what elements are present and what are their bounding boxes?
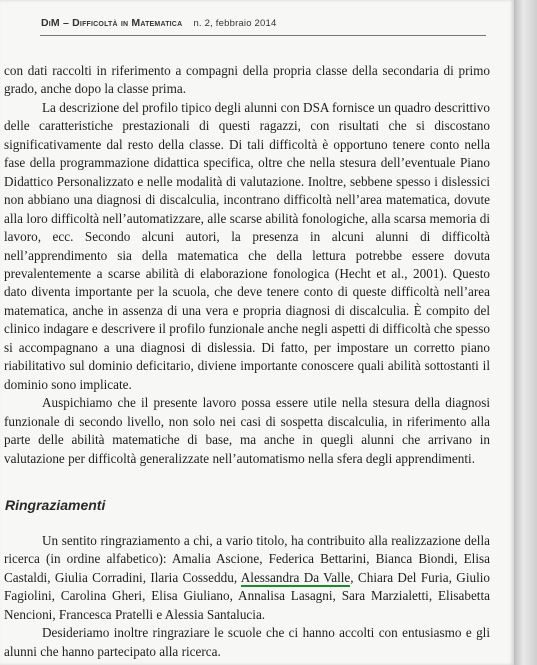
journal-title: DiM – Difficoltà in Matematica: [41, 17, 183, 29]
issue-label: n. 2, febbraio 2014: [193, 18, 277, 29]
acknowledgements-paragraph: [4, 532, 490, 624]
ack-text-start: Un sentito ringraziamento a chi, a vario titolo, ha contribuito alla realizzazione della ricerca (in ordine alfabetico): Amalia Ascione, Federica Bettarini, Bianca Biondi, Elisa Castaldi, Giulia Corradini, Ilaria Cosseddu,: [4, 533, 490, 585]
ack-text-end: , Chiara Del Furia, Giulio Fagiolini, Carolina Gheri, Elisa Giuliano, Annalisa Lasagni, Sara Marzialetti, Elisabetta Nencioni, Francesca Pratelli e Alessia Santalucia.: [4, 569, 491, 622]
body-text: [4, 62, 490, 468]
paragraph-conclusion: Auspichiamo che il presente lavoro possa essere utile nella stesura della diagnosi funzionale di secondo livello, non solo nei casi di sospetta discalculia, in riferimento alla parte delle abilità matematiche di base, ma anche in quegli alunni che arrivano in valutazione per difficoltà generalizzate nell’automatismo nella sfera degli apprendimenti.: [4, 395, 490, 466]
running-header: [41, 17, 484, 29]
scan-edge: [514, 0, 537, 665]
paragraph-profile: La descrizione del profilo tipico degli alunni con DSA fornisce un quadro descrittivo delle caratteristiche prestazionali di questi ragazzi, con risultati che si discostano significativamente dal resto della classe. Di tali difficoltà è opportuno tenere conto nella fase della programmazione didattica specifica, oltre che nella stesura dell’eventuale Piano Didattico Personalizzato e nelle modalità di valutazione. Inoltre, sebbene spesso i dislessici non abbiano una diagnosi di discalculia, incontrano difficoltà nell’area matematica, dovute alla loro difficoltà nell’automatizzare, alle scarse abilità fonologiche, alla scarsa memoria di lavoro, ecc. Secondo alcuni autori, la presenza in alcuni alunni di difficoltà nell’apprendimento sia della matematica che della lettura potrebbe essere dovuta prevalentemente a scarse abilità di elaborazione fonologica (Hecht et al., 2001). Questo dato diventa importante per la scuola, che deve tenere conto di queste difficoltà nell’area matematica, anche in assenza di una vera e propria diagnosi di discalculia. È compito del clinico indagare e descrivere il profilo funzionale anche negli aspetti di difficoltà che spesso si accompagnano a una diagnosi di dislessia. Di fatto, per impostare un corretto piano riabilitativo sul dominio deficitario, diviene importante conoscere quali abilità sottostanti il dominio sono implicate.: [4, 99, 490, 392]
paragraph-continued: con dati raccolti in riferimento a compagni della propria classe della secondaria di primo grado, anche dopo la classe prima.: [4, 63, 490, 97]
acknowledgements-text: [4, 532, 490, 661]
header-rule: [40, 35, 486, 36]
thanks-schools-paragraph: Desideriamo inoltre ringraziare le scuole che ci hanno accolti con entusiasmo e gli alunni che hanno partecipato alla ricerca.: [4, 625, 490, 659]
highlighted-name: Alessandra Da Valle: [240, 569, 351, 585]
section-heading: Ringraziamenti: [5, 497, 106, 513]
